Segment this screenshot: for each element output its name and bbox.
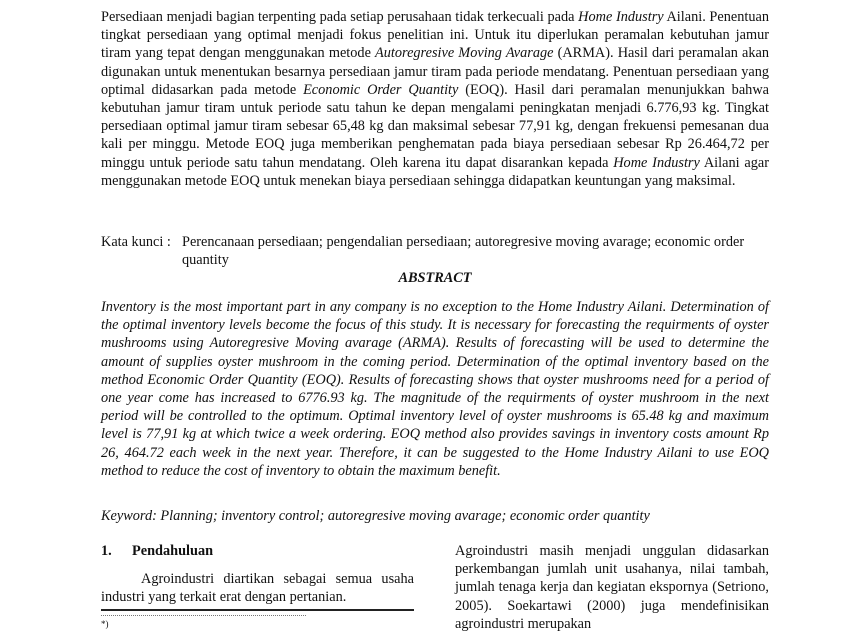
kata-kunci-text: Perencanaan persediaan; pengendalian persediaan; autoregresive moving avarage; economic order quantity (182, 234, 745, 269)
keyword-text: Keyword: Planning; inventory control; autoregresive moving avarage; economic order quantity (101, 508, 650, 524)
intro-paragraph-right: Agroindustri masih menjadi unggulan didasarkan perkembangan jumlah unit usahanya, nilai tambah, jumlah tenaga kerja dan kegiatan ekspornya (Setriono, 2005). Soekartawi (2000) juga mendefinisikan agroindustri merupakan (455, 543, 769, 632)
left-column (101, 542, 414, 629)
kata-kunci (101, 233, 769, 269)
section-title: Pendahuluan (132, 543, 214, 559)
kata-kunci-label: Kata kunci : (101, 234, 171, 250)
right-column (455, 542, 769, 633)
section-number: 1. (101, 543, 112, 559)
footnote-mark: *) (101, 618, 109, 629)
abstrak-indonesia (101, 8, 769, 190)
keyword-english (101, 507, 769, 525)
divider-line (101, 609, 414, 611)
abstract-title: ABSTRACT (398, 270, 472, 286)
abstract-paragraph: Inventory is the most important part in any company is no exception to the Home Industry Ailani. Determination of the optimal inventory levels become the focus of this study. It is necessary for forecasting the requirments of oyster mushrooms using Autoregresive Moving avarage (ARMA). Results of forecasting will be used to determine the amount of supplies oyster mushroom in the coming period. Determination of the optimal inventory based on the method Economic Order Quantity (EOQ). Results of forecasting shows that oyster mushrooms need for a period of one year come has increased to 6776.93 kg. The magnitude of the requirments of oyster mushroom in the next period will be controlled to the optimum. Optimal inventory level of oyster mushrooms is 65.48 kg and maximum level is 77,91 kg at which twice a week ordering. EOQ method also provides savings in inventory costs amount Rp 26, 464.72 each week in the next year. Therefore, it can be suggested to the Home Industry Ailani to use EOQ method to reduce the cost of inventory to obtain the maximum benefit. (101, 299, 769, 479)
intro-paragraph-left: Agroindustri diartikan sebagai semua usaha industri yang terkait erat dengan pertanian. (101, 571, 414, 606)
abstrak-paragraph: Persediaan menjadi bagian terpenting pada setiap perusahaan tidak terkecuali pada Home Industry Ailani. Penentuan tingkat persediaan yang optimal menjadi fokus penelitian ini. Untuk itu diperlukan peramalan kebutuhan jamur tiram yang tepat dengan menggunakan metode Autoregresive Moving Avarage (ARMA). Hasil dari peramalan akan digunakan untuk menentukan besarnya persediaan jamur tiram pada periode mendatang. Penentuan persediaan yang optimal didasarkan pada metode Economic Order Quantity (EOQ). Hasil dari peramalan menunjukkan bahwa kebutuhan jamur tiram untuk periode satu tahun ke depan mengalami peningkatan menjadi 6.776,93 kg. Tingkat persediaan optimal jamur tiram sebesar 65,48 kg dan maksimal sebesar 77,91 kg, dengan frekuensi pemesanan dua kali per minggu. Metode EOQ juga memberikan penghematan pada biaya persediaan sebesar Rp 26.464,72 per minggu untuk periode satu tahun mendatang. Oleh karena itu dapat disarankan kepada Home Industry Ailani agar menggunakan metode EOQ untuk menekan biaya persediaan sehingga didapatkan keuntungan yang maksimal. (101, 9, 770, 189)
abstract-english (101, 298, 769, 480)
footnote-separator (101, 615, 306, 616)
section-heading (101, 542, 414, 560)
